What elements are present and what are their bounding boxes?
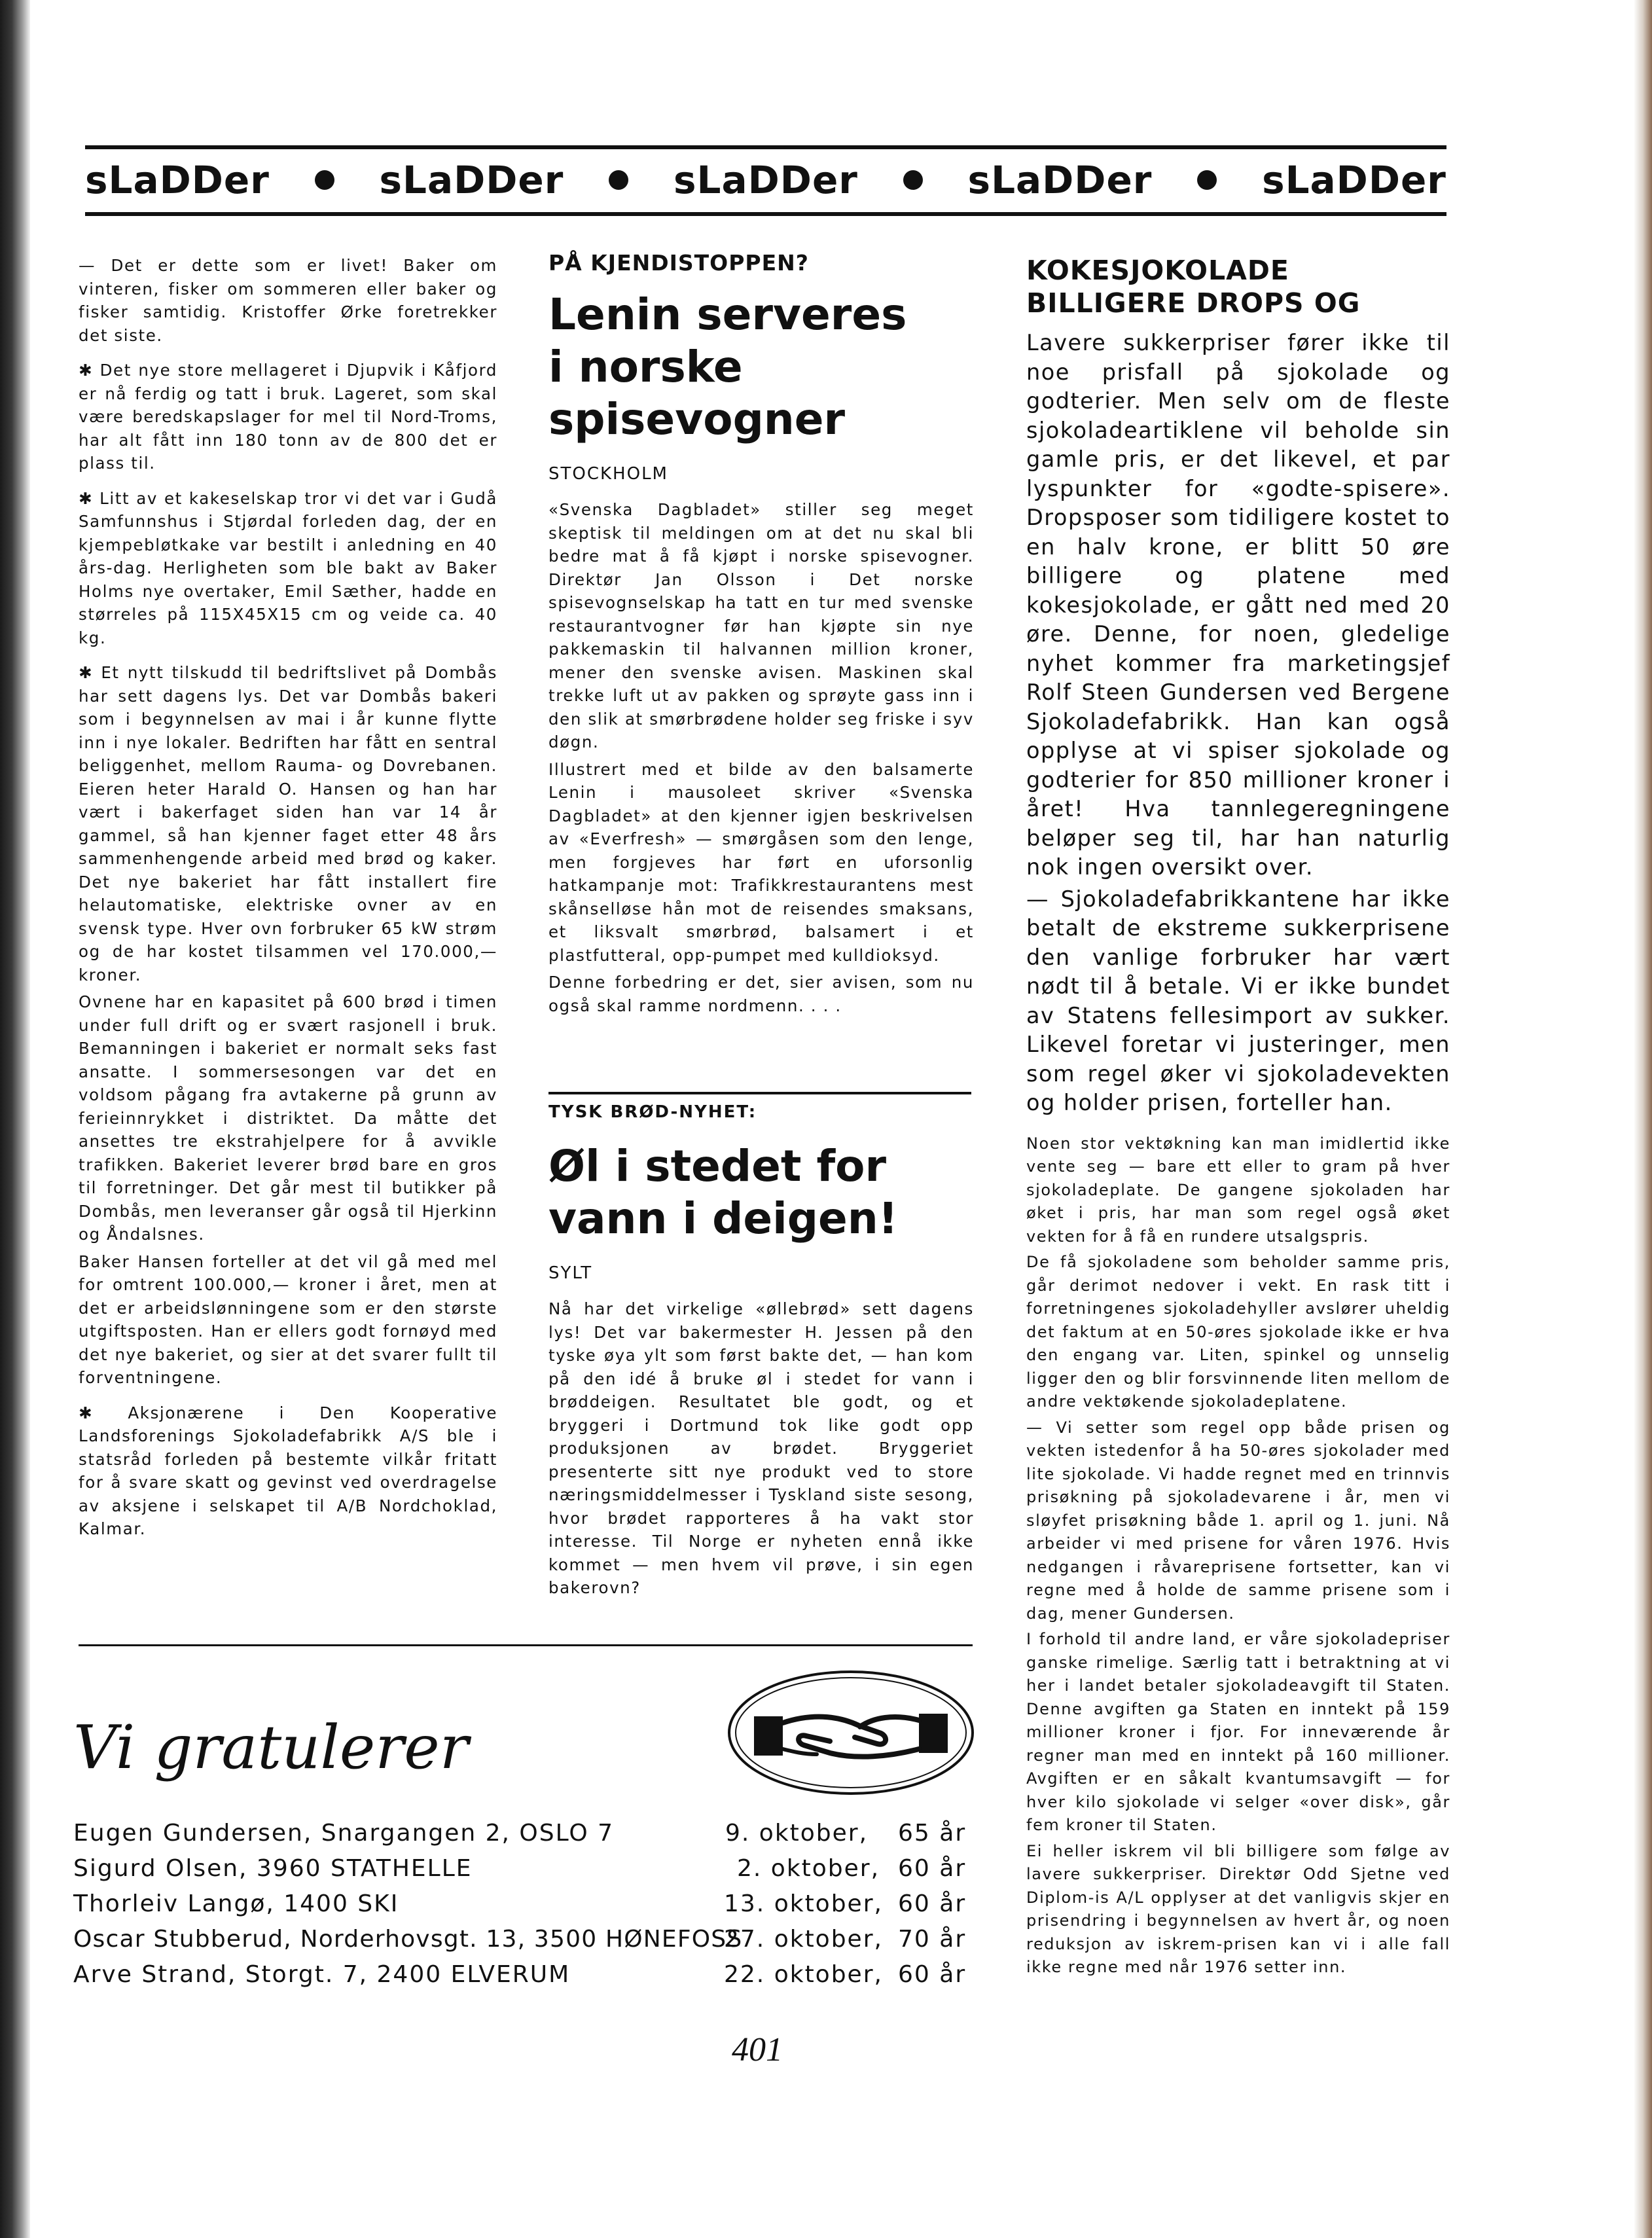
article-paragraph: Illustrert med et bilde av den balsamerte Lenin i mausoleet skriver «Svenska Dagbladet» at den kjenner igjen beskrivelsen av «Everfresh» — smørgåsen som den lenge, men forgjeves har ført en uforsonlig hatkampanje mot: Trafikkrestaurantens mest skånselløse hån mot de reisendes smaksans, et liksvalt smørbrød, balsamert i et plastfutteral, opp-pumpet med kulldioksyd. xyxy=(548,759,974,965)
article-body xyxy=(548,498,974,1017)
banner xyxy=(85,152,1446,208)
article-dateline: STOCKHOLM xyxy=(548,464,668,484)
banner-word: sLaDDer xyxy=(1262,158,1446,202)
scan-edge-right xyxy=(1634,0,1652,2238)
birthday-name: Arve Strand, Storgt. 7, 2400 ELVERUM xyxy=(73,1961,571,1988)
article-kicker: TYSK BRØD-NYHET: xyxy=(548,1102,757,1122)
article-headline: Øl i stedet for vann i deigen! xyxy=(548,1141,898,1244)
birthday-age: 60 år xyxy=(898,1855,967,1882)
page-number: 401 xyxy=(732,2031,783,2068)
bullet-icon xyxy=(609,170,628,190)
birthday-date: 9. oktober, xyxy=(725,1820,869,1847)
section-divider xyxy=(548,1092,971,1094)
birthday-date: 27. oktober, xyxy=(724,1926,883,1953)
banner-bottom-rule xyxy=(85,212,1446,216)
news-item: ✱ Litt av et kakeselskap tror vi det var i Gudå Samfunnshus i Stjørdal forleden dag, der en kjempebløtkake var bestilt i anledning en 40 års-dag. Herligheten som ble bakt av Baker Holms nye overtaker, Emil Sæther, hadde en størreles på 115X45X15 cm og veide ca. 40 kg. xyxy=(79,488,497,647)
scan-edge-left xyxy=(0,0,30,2238)
column-sladder-items xyxy=(79,254,497,1553)
article-paragraph: Nå har det virkelige «øllebrød» sett dagens lys! Det var bakermester H. Jessen på den tyske øya ylt som først bakte det, — han kom på den idé å bruke øl i stedet for vann i brøddeigen. Resultatet ble godt, og et bryggeri i Dortmund tok like godt opp produksjonen av brødet. Bryggeriet presenterte sitt nye produkt ved to store næringsmiddelmesser i Tyskland siste sesong, hvor brødet rapporteres å ha vakt stor interesse. Til Norge er nyheten ennå ikke kommet — men hvem vil prøve, i sin egen bakerovn? xyxy=(548,1299,974,1597)
banner-word: sLaDDer xyxy=(673,158,858,202)
article-headline: Lenin serveres i norske spisevogner xyxy=(548,289,907,444)
article-paragraph: Lavere sukkerpriser fører ikke til noe prisfall på sjokolade og godterier. Men selv om de fleste sjokoladeartiklene vil beholde sin gamle pris, er det likevel, et par lyspunkter for «godte-spisere». Dropsposer som tidiligere kostet to en halv krone, er blitt 50 øre billigere og platene med kokesjokolade, er gått ned med 20 øre. Denne, for noen, gledelige nyhet kommer fra marketingsjef Rolf Steen Gundersen ved Bergene Sjokoladefabrikk. Han kan også opplyse at vi spiser sjokolade og godterier for 850 millioner kroner i året! Hva tannlegeregningene beløper seg til, har han naturlig nok ingen oversikt over. xyxy=(1026,330,1450,880)
article-paragraph: Noen stor vektøkning kan man imidlertid ikke vente seg — bare ett eller to gram på hver sjokoladeplate. De gangene sjokoladen har øket i pris, har man som regel også øket vekten for å få en rundere utsalgspris. xyxy=(1026,1134,1450,1246)
news-item: Baker Hansen forteller at det vil gå med mel for omtrent 100.000,— kroner i året, men at det er arbeidslønningene som er den største utgiftsposten. Han er ellers godt fornøyd med det nye bakeriet, og sier at det svarer fullt til forventningene. xyxy=(79,1252,497,1387)
article-paragraph: Denne forbedring er det, sier avisen, som nu også skal ramme nordmenn. . . . xyxy=(548,973,974,1015)
banner-word: sLaDDer xyxy=(85,158,270,202)
bullet-icon xyxy=(315,170,334,190)
bullet-icon xyxy=(1197,170,1217,190)
birthday-date: 13. oktober, xyxy=(724,1890,883,1917)
article-body xyxy=(1026,1132,1450,1979)
article-lead xyxy=(1026,329,1450,1118)
article-headline: KOKESJOKOLADE BILLIGERE DROPS OG xyxy=(1026,255,1361,319)
birthday-age: 60 år xyxy=(898,1890,967,1917)
birthday-name: Thorleiv Langø, 1400 SKI xyxy=(73,1890,399,1917)
news-item: ✱ Aksjonærene i Den Kooperative Landsforenings Sjokoladefabrikk A/S ble i statsråd forleden på bestemte vilkår fritatt for å svare skatt og gevinst ved overdragelse av aksjene i selskapet til A/B Nordchoklad, Kalmar. xyxy=(79,1403,497,1538)
article-lenin xyxy=(548,250,974,1029)
birthday-name: Oscar Stubberud, Norderhovsgt. 13, 3500 HØNEFOSS xyxy=(73,1926,743,1953)
article-body xyxy=(548,1297,974,1600)
birthday-age: 70 år xyxy=(898,1926,967,1953)
article-sjokolade xyxy=(1026,254,1450,1991)
article-paragraph: I forhold til andre land, er våre sjokoladepriser ganske rimelige. Særlig tatt i betraktning at vi her i landet betaler sjokoladeavgift til Staten. Denne avgiften ga Staten en inntekt på 159 millioner kroner i fjor. For inneværende år regner man med en inntekt på 160 millioner. Avgiften er en såkalt kvantumsavgift — for hver kilo sjokolade vi selger «over disk», går fem kroner til Staten. xyxy=(1026,1630,1450,1834)
birthday-date: 2. oktober, xyxy=(737,1855,880,1882)
banner-word: sLaDDer xyxy=(967,158,1153,202)
gratulerer-title: Vi gratulerer xyxy=(73,1712,469,1782)
article-paragraph: Ei heller iskrem vil bli billigere som følge av lavere sukkerpriser. Direktør Odd Sjetne ved Diplom-is A/L opplyser at det vanligvis skjer en prisendring i begynnelsen av hvert år, og noen reduksjon av iskrem-prisen kan vi i alle fall ikke regne med når 1976 setter inn. xyxy=(1026,1841,1450,1976)
article-paragraph: — Vi setter som regel opp både prisen og vekten istedenfor å ha 50-øres sjokolader med lite sjokolade. Vi hadde regnet med en trinnvis prisøkning på sjokoladevarene i år, men vi sløyfet prisøkning både 1. april og 1. juni. Nå arbeider vi med prisene for våren 1976. Hvis nedgangen i råvareprisene fortsetter, kan vi regne med å holde de samme prisene som i dag, mener Gundersen. xyxy=(1026,1418,1450,1623)
birthday-name: Sigurd Olsen, 3960 STATHELLE xyxy=(73,1855,473,1882)
article-paragraph: — Sjokoladefabrikkantene har ikke betalt de ekstreme sukkerprisene den vanlige forbruker har vært nødt til å betale. Vi er ikke bundet av Statens fellesimport av sukker. Likevel foretar vi justeringer, men som regel øker vi sjokoladevekten og holder prisen, forteller han. xyxy=(1026,886,1450,1115)
article-ol xyxy=(548,1102,974,1612)
birthday-age: 65 år xyxy=(898,1820,967,1847)
banner-top-rule xyxy=(85,145,1446,149)
birthday-date: 22. oktober, xyxy=(724,1961,883,1988)
news-item: — Det er dette som er livet! Baker om vinteren, fisker om sommeren eller baker og fisker samtidig. Kristoffer Ørke foretrekker det siste. xyxy=(79,256,497,345)
birthday-name: Eugen Gundersen, Snargangen 2, OSLO 7 xyxy=(73,1820,615,1847)
article-paragraph: De få sjokoladene som beholder samme pris, går derimot nedover i vekt. En rask titt i forretningenes sjokoladehyller avslører uheldig det faktum at en 50-øres sjokolade ikke er hva den engang var. Liten, spinkel og unnselig ligger den og blir forsvinnende liten mellom de andre vektøkende sjokoladeplatene. xyxy=(1026,1253,1450,1411)
news-item: ✱ Et nytt tilskudd til bedriftslivet på Dombås har sett dagens lys. Det var Dombås bakeri som i begynnelsen av mai i år kunne flytte inn i nye lokaler. Bedriften har fått en sentral beliggenhet, mellom Rauma- og Dovrebanen. Eieren heter Harald O. Hansen og han har vært i bakerfaget siden han var 14 år gammel, så han kjenner faget etter 48 års sammenhengende arbeid med brød og kaker. Det nye bakeriet har fått installert fire helautomatiske, elektriske ovner av en svensk type. Hver ovn forbruker 65 kW strøm og de har kostet tilsammen vel 170.000,— kroner. xyxy=(79,663,497,984)
bullet-icon xyxy=(903,170,923,190)
news-item: Ovnene har en kapasitet på 600 brød i timen under full drift og er svært rasjonell i bruk. Bemanningen i bakeriet er normalt seks fast ansatte. I sommersesongen var det en voldsom pågang fra avtakerne på grunn av ferieinnrykket i distriktet. Da måtte det ansettes tre ekstrahjelpere for å avvikle trafikken. Bakeriet leverer brød bare en gros til forretninger. Det går mest til butikker på Dombås, men leveranser går også til Hjerkinn og Åndalsnes. xyxy=(79,992,497,1244)
handshake-icon xyxy=(725,1668,977,1797)
article-paragraph: «Svenska Dagbladet» stiller seg meget skeptisk til meldingen om at det nu skal bli bedre mat å få kjøpt i norske spisevogner. Direktør Jan Olsson i Det norske spisevognselskap ha tatt en tur med svenske restaurantvogner før han kjøpte sin nye pakkemaskin til halvannen million kroner, mener den svenske avisen. Maskinen skal trekke luft ut av pakken og sprøyte gass inn i den slik at smørbrødene holder seg friske i syv døgn. xyxy=(548,500,974,751)
news-item: ✱ Det nye store mellageret i Djupvik i Kåfjord er nå ferdig og tatt i bruk. Lageret, som skal være beredskapslager for mel til Nord-Troms, har alt fått inn 180 tonn av de 800 det er plass til. xyxy=(79,361,497,473)
banner-word: sLaDDer xyxy=(379,158,564,202)
gratulerer-rule xyxy=(79,1644,973,1646)
article-dateline: SYLT xyxy=(548,1263,593,1283)
article-kicker: PÅ KJENDISTOPPEN? xyxy=(548,250,809,276)
birthday-age: 60 år xyxy=(898,1961,967,1988)
